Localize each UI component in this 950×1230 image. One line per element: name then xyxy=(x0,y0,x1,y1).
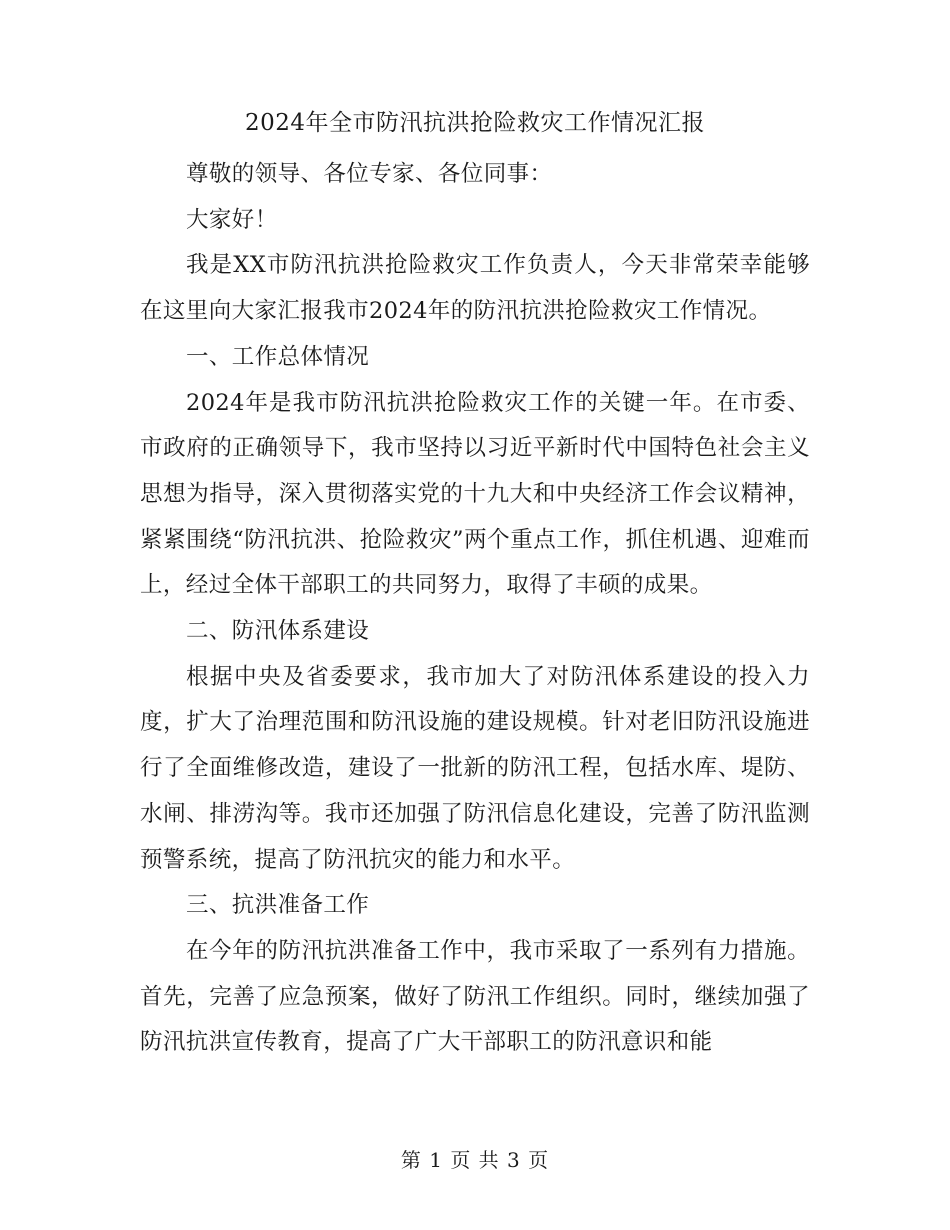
section-heading-3: 三、抗洪准备工作 xyxy=(186,892,370,919)
greeting: 大家好！ xyxy=(186,206,278,233)
section-3-paragraph: 在今年的防汛抗洪准备工作中，我市采取了一系列有力措施。首先，完善了应急预案，做好了防汛工作组织。同时，继续加强了防汛抗洪宣传教育，提高了广大干部职工的防汛意识和能 xyxy=(140,937,810,1056)
page-number-footer: 第 1 页 共 3 页 xyxy=(400,1148,550,1172)
section-1-paragraph: 2024年是我市防汛抗洪抢险救灾工作的关键一年。在市委、市政府的正确领导下，我市坚持以习近平新时代中国特色社会主义思想为指导，深入贯彻落实党的十九大和中央经济工作会议精神，紧紧围绕“防汛抗洪、抢险救灾”两个重点工作，抓住机遇、迎难而上，经过全体干部职工的共同努力，取得了丰硕的成果。 xyxy=(140,389,810,599)
section-heading-2: 二、防汛体系建设 xyxy=(186,618,370,645)
document-body xyxy=(140,152,810,1066)
document-title: 2024年全市防汛抗洪抢险救灾工作情况汇报 xyxy=(244,110,706,136)
section-2-paragraph: 根据中央及省委要求，我市加大了对防汛体系建设的投入力度，扩大了治理范围和防汛设施的建设规模。针对老旧防汛设施进行了全面维修改造，建设了一批新的防汛工程，包括水库、堤防、水闸、排涝沟等。我市还加强了防汛信息化建设，完善了防汛监测预警系统，提高了防汛抗灾的能力和水平。 xyxy=(140,663,810,873)
salutation: 尊敬的领导、各位专家、各位同事： xyxy=(186,161,553,187)
section-heading-1: 一、工作总体情况 xyxy=(186,343,370,370)
intro-paragraph: 我是XX市防汛抗洪抢险救灾工作负责人，今天非常荣幸能够在这里向大家汇报我市2024年的防汛抗洪抢险救灾工作情况。 xyxy=(140,252,810,325)
